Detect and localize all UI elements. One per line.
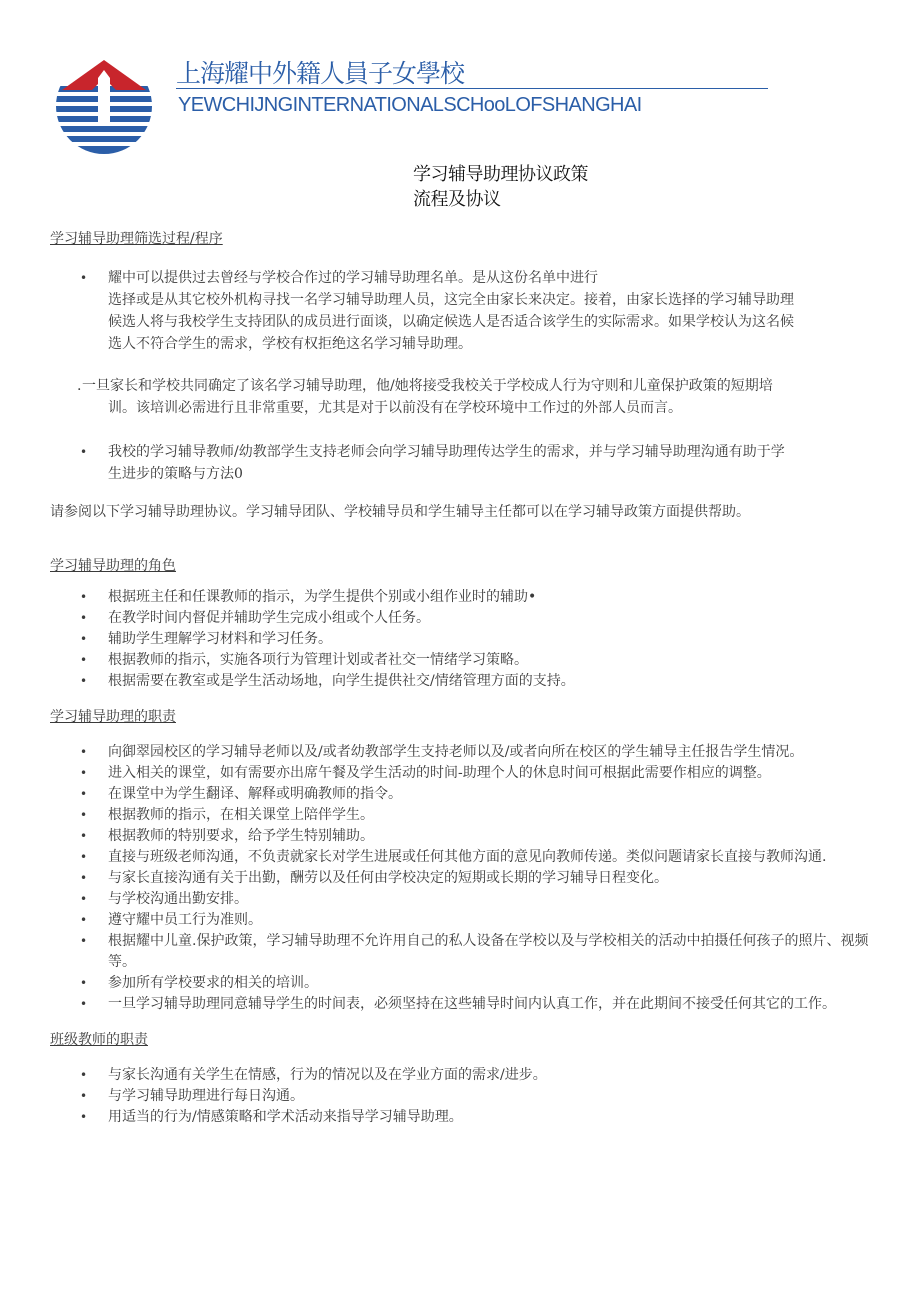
list-item: • 向御翠园校区的学习辅导老师以及/或者幼教部学生支持老师以及/或者向所在校区的学生辅导主任报告学生情况。 <box>50 742 872 763</box>
list-item: • 与家长沟通有关学生在情感，行为的情况以及在学业方面的需求/进步。 <box>50 1065 872 1086</box>
list-item: • 根据教师的指示，在相关课堂上陪伴学生。 <box>50 805 872 826</box>
document-body <box>50 228 872 1128</box>
list-item: • 与学习辅导助理进行每日沟通。 <box>50 1086 872 1107</box>
list-item: • 遵守耀中员工行为准则。 <box>50 910 872 931</box>
school-logo-icon <box>54 56 154 156</box>
selection-list <box>50 267 872 355</box>
list-item: • 一旦学习辅导助理同意辅导学生的时间表，必须坚持在这些辅导时间内认真工作，并在此期间不接受任何其它的工作。 <box>50 994 872 1015</box>
selection-list-2 <box>50 441 872 485</box>
list-item: • 根据教师的指示，实施各项行为管理计划或者社交一情绪学习策略。 <box>50 650 872 671</box>
list-item: • 在课堂中为学生翻译、解释或明确教师的指令。 <box>50 784 872 805</box>
list-item: • 根据班主任和任课教师的指示，为学生提供个别或小组作业时的辅助• <box>50 587 872 608</box>
list-item: • 根据需要在教室或是学生活动场地，向学生提供社交/情绪管理方面的支持。 <box>50 671 872 692</box>
list-item: • 与家长直接沟通有关于出勤，酬劳以及任何由学校决定的短期或长期的学习辅导日程变化。 <box>50 868 872 889</box>
teacher-list <box>50 1065 872 1128</box>
duties-list <box>50 742 872 1015</box>
section-heading-teacher: 班级教师的职责 <box>50 1032 148 1048</box>
section-heading-duties: 学习辅导助理的职责 <box>50 709 176 725</box>
list-item: • 我校的学习辅导教师/幼教部学生支持老师会向学习辅导助理传达学生的需求，并与学习辅导助理沟通有助于学 生进步的策略与方法0 <box>50 441 872 485</box>
school-name-cn: 上海耀中外籍人員子女學校 <box>176 60 768 89</box>
title-line-1: 学习辅导助理协议政策 <box>413 164 588 185</box>
list-item: • 参加所有学校要求的相关的培训。 <box>50 973 872 994</box>
reference-note: 请参阅以下学习辅导助理协议。学习辅导团队、学校辅导员和学生辅导主任都可以在学习辅导政策方面提供帮助。 <box>50 504 750 520</box>
title-line-2: 流程及协议 <box>413 189 501 210</box>
list-item: • 根据耀中儿童.保护政策，学习辅导助理不允许用自己的私人设备在学校以及与学校相关的活动中拍摄任何孩子的照片、视频等。 <box>50 931 872 973</box>
section-heading-role: 学习辅导助理的角色 <box>50 558 176 574</box>
list-item: . 一旦家长和学校共同确定了该名学习辅导助理，他/她将接受我校关于学校成人行为守则和儿童保护政策的短期培 训。该培训必需进行且非常重要，尤其是对于以前没有在学校环境中工作过的外部人员而言。 <box>77 378 773 416</box>
list-item: • 进入相关的课堂，如有需要亦出席午餐及学生活动的时间-助理个人的休息时间可根据此需要作相应的调整。 <box>50 763 872 784</box>
list-item: • 直接与班级老师沟通，不负责就家长对学生进展或任何其他方面的意见向教师传递。类似问题请家长直接与教师沟通. <box>50 847 872 868</box>
list-item: • 耀中可以提供过去曾经与学校合作过的学习辅导助理名单。是从这份名单中进行 选择或是从其它校外机构寻找一名学习辅导助理人员，这完全由家长来决定。接着，由家长选择的学习辅导助理 候选人将与我校学生支持团队的成员进行面谈，以确定候选人是否适合该学生的实际需求。如果学校认为这名候 选人不符合学生的需求，学校有权拒绝这名学习辅导助理。 <box>50 267 872 355</box>
list-item: • 用适当的行为/情感策略和学术活动来指导学习辅导助理。 <box>50 1107 872 1128</box>
list-item: • 根据教师的特别要求，给予学生特别辅助。 <box>50 826 872 847</box>
document-title <box>413 162 588 212</box>
school-name-en: YEWCHIJNGINTERNATIONALSCHooLOFSHANGHAI <box>178 94 642 116</box>
section-heading-selection: 学习辅导助理筛选过程/程序 <box>50 231 223 247</box>
list-item: • 辅助学生理解学习材料和学习任务。 <box>50 629 872 650</box>
list-item: • 在教学时间内督促并辅助学生完成小组或个人任务。 <box>50 608 872 629</box>
role-list <box>50 587 872 692</box>
list-item: • 与学校沟通出勤安排。 <box>50 889 872 910</box>
